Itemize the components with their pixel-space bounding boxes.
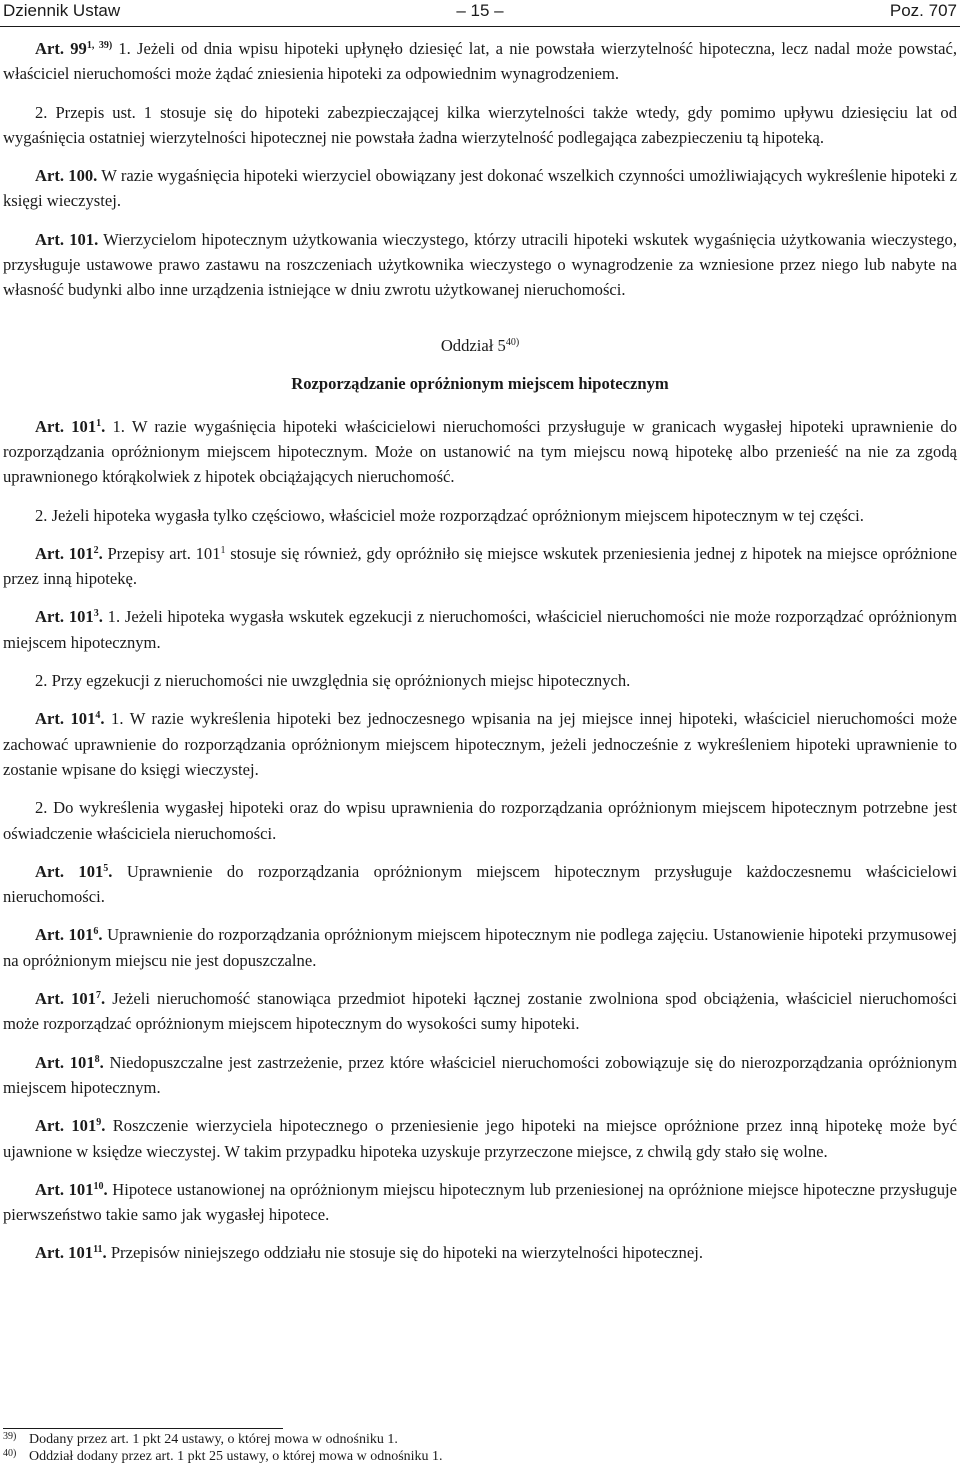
footnotes bbox=[3, 1431, 957, 1465]
article-paragraph bbox=[3, 706, 957, 782]
article-text: 1. Jeżeli hipoteka wygasła wskutek egzekucji z nieruchomości, właściciel nieruchomości nie może rozporządzać opróżnionym miejscem hipotecznym. bbox=[3, 607, 957, 652]
footnote bbox=[3, 1448, 957, 1465]
page-header bbox=[3, 0, 957, 26]
article-text: W razie wygaśnięcia hipoteki wierzyciel obowiązany jest dokonać wszelkich czynności umożliwiających wykreślenie hipoteki z księgi wieczystej. bbox=[3, 166, 957, 211]
article-label: Art. 100. bbox=[35, 166, 98, 186]
article-paragraph bbox=[3, 922, 957, 973]
article-label: Art. $101^8$. bbox=[35, 1052, 104, 1072]
article-text: stosuje się również, gdy opróżniło się miejsce wskutek przeniesienia jednej z hipotek na miejsce opróżnione przez inną hipotekę. bbox=[3, 543, 958, 589]
journal-title: Dziennik Ustaw bbox=[3, 1, 121, 20]
article-superscript: 10 bbox=[93, 1180, 104, 1192]
article-superscript: 3 bbox=[93, 608, 99, 620]
article-label: Art. $101^6$. bbox=[35, 925, 103, 945]
footnote bbox=[3, 1431, 957, 1448]
article-paragraph bbox=[3, 503, 957, 528]
article-paragraph bbox=[3, 1050, 957, 1101]
article-superscript: 8 bbox=[94, 1053, 100, 1065]
article-superscript: 1 bbox=[86, 40, 92, 51]
article-label: Art. 101. bbox=[35, 229, 99, 249]
article-text: Roszczenie wierzyciela hipotecznego o przeniesienie jego hipoteki na miejsce opróżnione przez inną hipotekę może być ujawnione w księdze wieczystej. W takim przypadku hipoteka uzyskuje przyrzeczone miejsce, z chwilą gdy stało się wolne. bbox=[3, 1116, 958, 1161]
footnote-rule bbox=[3, 1428, 283, 1429]
article-superscript: 2 bbox=[93, 544, 99, 556]
article-label: Art. $101^9$. bbox=[35, 1116, 106, 1136]
article-paragraph bbox=[3, 163, 957, 214]
footnote-mark: 40) bbox=[3, 1448, 17, 1459]
article-paragraph bbox=[3, 1113, 957, 1164]
article-text: 1. W razie wygaśnięcia hipoteki właścicielowi nieruchomości przysługuje w granicach wygasłej hipoteki uprawnienie do rozporządzania opróżnionym miejscem hipotecznym. Może on ustanowić na tym miejscu nową hipotekę albo przenieść na nie za zgodą uprawnionego którąkolwiek z hipotek obciążających nieruchomość. bbox=[3, 416, 957, 487]
article-text: Uprawnienie do rozporządzania opróżnionym miejscem hipotecznym nie podlega zajęciu. Ustanowienie hipoteki przymusowej na opróżnionym miejscu nie jest dopuszczalne. bbox=[3, 925, 957, 970]
document-body bbox=[3, 36, 957, 1279]
section-subtitle: Rozporządzanie opróżnionym miejscem hipotecznym bbox=[291, 373, 669, 393]
article-text: 2. Przepis ust. 1 stosuje się do hipoteki zabezpieczającej kilka wierzytelności także wtedy, gdy pomimo upływu dziesięciu lat od wygaśnięcia ostatniej wierzytelności hipotecznej nie powstała żadna wierzytelność podlegająca zabezpieczeniu tą hipoteką. bbox=[3, 102, 957, 147]
article-superscript: 1 bbox=[96, 417, 102, 429]
article-superscript: 6 bbox=[93, 926, 99, 938]
footnote-text: Dodany przez art. 1 pkt 24 ustawy, o której mowa w odnośniku 1. bbox=[29, 1432, 398, 1447]
article-label: Art. 99$^{1, 39)}$ bbox=[35, 39, 113, 58]
article-text: Hipotece ustanowionej na opróżnionym miejscu hipotecznym lub przeniesionej na opróżnione miejsce hipoteczne przysługuje pierwszeństwo takie samo jak wygasłej hipotece. bbox=[3, 1179, 957, 1225]
article-label: Art. $101^{11}$. bbox=[35, 1243, 107, 1263]
article-text: 2. Do wykreślenia wygasłej hipoteki oraz do wpisu uprawnienia do rozporządzania opróżnionym miejscem hipotecznym potrzebne jest oświadczenie właściciela nieruchomości. bbox=[3, 798, 957, 843]
page-number: – 15 – bbox=[456, 1, 504, 20]
article-paragraph bbox=[3, 541, 957, 592]
article-label: Art. $101^7$. bbox=[35, 989, 106, 1009]
article-paragraph bbox=[3, 100, 957, 151]
article-text: 1. W razie wykreślenia hipoteki bez jednoczesnego wpisania na jej miejsce innej hipoteki, właściciel nieruchomości może zachować uprawnienie do rozporządzania opróżnionym miejscem hipotecznym, jeżeli jednocześnie z wykreśleniem hipoteki uprawnienie to zostanie wpisane do księgi wieczystej. bbox=[3, 709, 957, 779]
article-superscript: 1 bbox=[220, 544, 226, 556]
article-paragraph bbox=[3, 795, 957, 846]
article-paragraph bbox=[3, 414, 957, 490]
article-superscript: 11 bbox=[93, 1244, 103, 1256]
article-text: 2. Jeżeli hipoteka wygasła tylko częściowo, właściciel może rozporządzać opróżnionym miejscem hipotecznym w tej części. bbox=[35, 505, 864, 525]
article-text: Przepisów niniejszego oddziału nie stosuje się do hipoteki na wierzytelności hipotecznej. bbox=[106, 1243, 703, 1263]
article-text: Jeżeli nieruchomość stanowiąca przedmiot hipoteki łącznej zostanie zwolniona spod obciążenia, właściciel nieruchomości może rozporządzać opróżnionym miejscem hipotecznym do wysokości sumy hipoteki. bbox=[3, 989, 958, 1034]
article-text: Przepisy art. 101 bbox=[102, 543, 221, 563]
articles-group-1 bbox=[3, 36, 957, 303]
article-label: Art. $101^5$. bbox=[35, 861, 113, 881]
article-superscript: 4 bbox=[95, 710, 101, 722]
article-superscript: 9 bbox=[96, 1117, 102, 1129]
section-footnote-ref: 40) bbox=[505, 336, 520, 348]
article-text: Niedopuszczalne jest zastrzeżenie, przez które właściciel nieruchomości zobowiązuje się do nierozporządzania opróżnionym miejscem hipotecznym. bbox=[3, 1052, 958, 1097]
article-superscript: 5 bbox=[103, 862, 109, 874]
article-paragraph bbox=[3, 36, 957, 87]
article-label: Art. $101^{10}$. bbox=[35, 1179, 108, 1199]
article-paragraph bbox=[3, 227, 957, 303]
footnote-mark: 39) bbox=[3, 1431, 17, 1442]
article-paragraph bbox=[3, 986, 957, 1037]
article-text: Wierzycielom hipotecznym użytkowania wieczystego, którzy utracili hipoteki wskutek wygaśnięcia użytkowania wieczystego, przysługuje ustawowe prawo zastawu na roszczeniach użytkownika wieczystego o wynagrodzenie za wzniesione przez niego lub nabyte na własność budynki albo inne urządzenia istniejące w dniu zwrotu użytkowanej nieruchomości. bbox=[3, 229, 957, 300]
article-text: 2. Przy egzekucji z nieruchomości nie uwzględnia się opróżnionych miejsc hipotecznych. bbox=[35, 671, 631, 691]
position-number: Poz. 707 bbox=[889, 1, 957, 20]
section-title: Oddział 5$^{40)}$ bbox=[440, 335, 520, 355]
article-paragraph bbox=[3, 668, 957, 693]
article-text: 1. Jeżeli od dnia wpisu hipoteki upłynęło dziesięć lat, a nie powstała wierzytelność hipoteczna, lecz nadal może powstać, właściciel nieruchomości może żądać zniesienia hipoteki za odpowiednim wynagrodzeniem. bbox=[3, 39, 958, 84]
article-paragraph bbox=[3, 604, 957, 655]
article-text: Uprawnienie do rozporządzania opróżnionym miejscem hipotecznym przysługuje każdoczesnemu właścicielowi nieruchomości. bbox=[3, 861, 957, 907]
footnote-ref: , 39) bbox=[91, 40, 113, 51]
article-paragraph bbox=[3, 1177, 957, 1228]
article-label: Art. $101^3$. bbox=[35, 607, 103, 627]
article-superscript: 7 bbox=[95, 990, 101, 1002]
article-paragraph bbox=[3, 1240, 957, 1265]
footnote-text: Oddział dodany przez art. 1 pkt 25 ustawy, o której mowa w odnośniku 1. bbox=[29, 1449, 443, 1464]
article-label: Art. $101^4$. bbox=[35, 709, 105, 729]
article-paragraph bbox=[3, 859, 957, 910]
article-label: Art. $101^2$. bbox=[35, 543, 103, 563]
article-label: Art. $101^1$. bbox=[35, 416, 106, 436]
header-rule bbox=[0, 26, 960, 27]
articles-group-2 bbox=[3, 414, 957, 1266]
